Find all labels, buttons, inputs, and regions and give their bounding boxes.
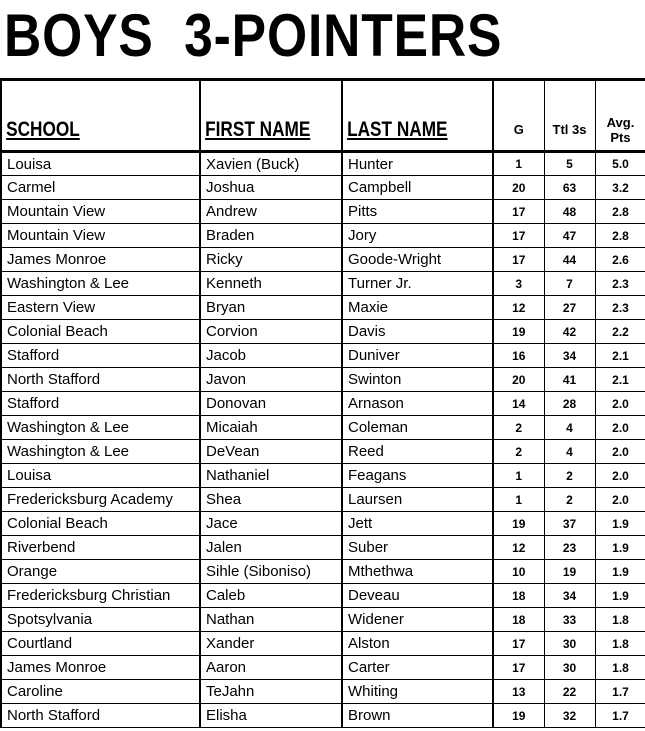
cell-last-name: Duniver	[342, 344, 493, 368]
cell-last-name: Pitts	[342, 200, 493, 224]
table-row	[1, 584, 645, 608]
col-header-avg-pts: Avg. Pts	[595, 110, 645, 152]
cell-first-name: Micaiah	[200, 416, 342, 440]
table-row	[1, 488, 645, 512]
cell-avg-pts: 2.1	[595, 368, 645, 392]
cell-last-name: Widener	[342, 608, 493, 632]
cell-school: Eastern View	[1, 296, 200, 320]
cell-games: 20	[493, 176, 544, 200]
cell-first-name: Jace	[200, 512, 342, 536]
cell-school: Washington & Lee	[1, 440, 200, 464]
cell-games: 2	[493, 440, 544, 464]
cell-games: 3	[493, 272, 544, 296]
table-body	[1, 152, 645, 728]
cell-total-3s: 32	[544, 704, 595, 728]
table-row	[1, 320, 645, 344]
cell-total-3s: 27	[544, 296, 595, 320]
cell-games: 13	[493, 680, 544, 704]
cell-first-name: Nathan	[200, 608, 342, 632]
cell-first-name: Braden	[200, 224, 342, 248]
cell-last-name: Arnason	[342, 392, 493, 416]
cell-avg-pts: 2.3	[595, 272, 645, 296]
col-header-total-3s: Ttl 3s	[544, 110, 595, 152]
cell-total-3s: 30	[544, 656, 595, 680]
cell-games: 14	[493, 392, 544, 416]
table-row	[1, 272, 645, 296]
cell-avg-pts: 2.8	[595, 200, 645, 224]
cell-last-name: Deveau	[342, 584, 493, 608]
col-header-first-name: FIRST NAME	[200, 110, 342, 152]
cell-school: North Stafford	[1, 704, 200, 728]
col-header-games: G	[493, 110, 544, 152]
cell-first-name: Jacob	[200, 344, 342, 368]
cell-total-3s: 41	[544, 368, 595, 392]
cell-school: Colonial Beach	[1, 512, 200, 536]
cell-games: 12	[493, 536, 544, 560]
cell-total-3s: 30	[544, 632, 595, 656]
cell-total-3s: 44	[544, 248, 595, 272]
table-row	[1, 680, 645, 704]
cell-last-name: Reed	[342, 440, 493, 464]
table-row	[1, 296, 645, 320]
table-row	[1, 512, 645, 536]
cell-total-3s: 33	[544, 608, 595, 632]
cell-games: 10	[493, 560, 544, 584]
cell-total-3s: 48	[544, 200, 595, 224]
col-header-school: SCHOOL	[1, 110, 200, 152]
cell-first-name: Joshua	[200, 176, 342, 200]
cell-total-3s: 4	[544, 416, 595, 440]
cell-avg-pts: 2.6	[595, 248, 645, 272]
cell-total-3s: 19	[544, 560, 595, 584]
cell-avg-pts: 5.0	[595, 152, 645, 176]
table-row	[1, 248, 645, 272]
cell-games: 1	[493, 152, 544, 176]
cell-school: Orange	[1, 560, 200, 584]
cell-first-name: Xander	[200, 632, 342, 656]
cell-total-3s: 2	[544, 488, 595, 512]
cell-last-name: Jory	[342, 224, 493, 248]
cell-total-3s: 34	[544, 344, 595, 368]
cell-total-3s: 37	[544, 512, 595, 536]
cell-last-name: Feagans	[342, 464, 493, 488]
cell-last-name: Turner Jr.	[342, 272, 493, 296]
cell-avg-pts: 1.8	[595, 632, 645, 656]
cell-avg-pts: 2.0	[595, 464, 645, 488]
cell-last-name: Whiting	[342, 680, 493, 704]
cell-avg-pts: 2.0	[595, 488, 645, 512]
cell-avg-pts: 1.8	[595, 656, 645, 680]
cell-avg-pts: 2.0	[595, 416, 645, 440]
cell-games: 19	[493, 704, 544, 728]
cell-first-name: Sihle (Siboniso)	[200, 560, 342, 584]
cell-school: Mountain View	[1, 200, 200, 224]
cell-first-name: Xavien (Buck)	[200, 152, 342, 176]
table-row	[1, 608, 645, 632]
cell-avg-pts: 3.2	[595, 176, 645, 200]
cell-total-3s: 47	[544, 224, 595, 248]
cell-avg-pts: 1.8	[595, 608, 645, 632]
cell-games: 18	[493, 584, 544, 608]
cell-last-name: Suber	[342, 536, 493, 560]
cell-total-3s: 63	[544, 176, 595, 200]
cell-school: Louisa	[1, 152, 200, 176]
cell-games: 12	[493, 296, 544, 320]
cell-first-name: Andrew	[200, 200, 342, 224]
cell-avg-pts: 2.8	[595, 224, 645, 248]
cell-games: 2	[493, 416, 544, 440]
cell-avg-pts: 1.9	[595, 536, 645, 560]
cell-school: Stafford	[1, 344, 200, 368]
cell-avg-pts: 2.2	[595, 320, 645, 344]
cell-games: 20	[493, 368, 544, 392]
cell-last-name: Goode-Wright	[342, 248, 493, 272]
cell-last-name: Maxie	[342, 296, 493, 320]
cell-total-3s: 42	[544, 320, 595, 344]
cell-games: 17	[493, 224, 544, 248]
table-row	[1, 440, 645, 464]
cell-school: Fredericksburg Christian	[1, 584, 200, 608]
cell-games: 1	[493, 464, 544, 488]
header-row	[1, 110, 645, 152]
cell-school: Mountain View	[1, 224, 200, 248]
table-row	[1, 224, 645, 248]
cell-school: Louisa	[1, 464, 200, 488]
cell-games: 19	[493, 320, 544, 344]
cell-school: Stafford	[1, 392, 200, 416]
cell-avg-pts: 1.9	[595, 584, 645, 608]
cell-first-name: Jalen	[200, 536, 342, 560]
cell-last-name: Davis	[342, 320, 493, 344]
cell-last-name: Coleman	[342, 416, 493, 440]
cell-school: James Monroe	[1, 248, 200, 272]
cell-last-name: Alston	[342, 632, 493, 656]
cell-first-name: Elisha	[200, 704, 342, 728]
cell-first-name: Kenneth	[200, 272, 342, 296]
cell-first-name: Shea	[200, 488, 342, 512]
table-row	[1, 152, 645, 176]
table-row	[1, 464, 645, 488]
table-row	[1, 368, 645, 392]
cell-avg-pts: 2.0	[595, 392, 645, 416]
page-title: BOYS 3-POINTERS	[4, 2, 503, 69]
header-spacer-row	[1, 80, 645, 110]
table-row	[1, 344, 645, 368]
cell-total-3s: 28	[544, 392, 595, 416]
cell-school: James Monroe	[1, 656, 200, 680]
cell-games: 17	[493, 656, 544, 680]
cell-school: Caroline	[1, 680, 200, 704]
cell-total-3s: 23	[544, 536, 595, 560]
cell-school: Riverbend	[1, 536, 200, 560]
cell-first-name: Javon	[200, 368, 342, 392]
cell-first-name: Corvion	[200, 320, 342, 344]
cell-games: 16	[493, 344, 544, 368]
cell-total-3s: 22	[544, 680, 595, 704]
table-row	[1, 704, 645, 728]
cell-last-name: Brown	[342, 704, 493, 728]
cell-avg-pts: 1.9	[595, 512, 645, 536]
cell-school: Washington & Lee	[1, 416, 200, 440]
cell-total-3s: 7	[544, 272, 595, 296]
cell-avg-pts: 1.7	[595, 680, 645, 704]
cell-first-name: Donovan	[200, 392, 342, 416]
cell-last-name: Jett	[342, 512, 493, 536]
table-row	[1, 176, 645, 200]
cell-avg-pts: 1.7	[595, 704, 645, 728]
table-row	[1, 656, 645, 680]
cell-first-name: Aaron	[200, 656, 342, 680]
cell-games: 19	[493, 512, 544, 536]
cell-first-name: Nathaniel	[200, 464, 342, 488]
cell-school: Courtland	[1, 632, 200, 656]
cell-school: Carmel	[1, 176, 200, 200]
cell-last-name: Hunter	[342, 152, 493, 176]
table-row	[1, 632, 645, 656]
cell-first-name: TeJahn	[200, 680, 342, 704]
cell-games: 18	[493, 608, 544, 632]
col-header-last-name: LAST NAME	[342, 110, 493, 152]
table-row	[1, 560, 645, 584]
cell-school: North Stafford	[1, 368, 200, 392]
cell-school: Spotsylvania	[1, 608, 200, 632]
cell-avg-pts: 2.1	[595, 344, 645, 368]
cell-first-name: DeVean	[200, 440, 342, 464]
cell-total-3s: 2	[544, 464, 595, 488]
cell-last-name: Campbell	[342, 176, 493, 200]
cell-avg-pts: 1.9	[595, 560, 645, 584]
table-row	[1, 536, 645, 560]
cell-last-name: Swinton	[342, 368, 493, 392]
cell-avg-pts: 2.3	[595, 296, 645, 320]
cell-first-name: Ricky	[200, 248, 342, 272]
table-row	[1, 416, 645, 440]
cell-first-name: Bryan	[200, 296, 342, 320]
cell-games: 17	[493, 632, 544, 656]
cell-total-3s: 34	[544, 584, 595, 608]
three-pointers-table	[0, 78, 645, 728]
cell-last-name: Carter	[342, 656, 493, 680]
cell-total-3s: 4	[544, 440, 595, 464]
cell-games: 17	[493, 200, 544, 224]
cell-games: 17	[493, 248, 544, 272]
cell-school: Washington & Lee	[1, 272, 200, 296]
cell-first-name: Caleb	[200, 584, 342, 608]
cell-avg-pts: 2.0	[595, 440, 645, 464]
cell-games: 1	[493, 488, 544, 512]
cell-school: Fredericksburg Academy	[1, 488, 200, 512]
cell-school: Colonial Beach	[1, 320, 200, 344]
table-row	[1, 200, 645, 224]
cell-last-name: Laursen	[342, 488, 493, 512]
cell-total-3s: 5	[544, 152, 595, 176]
cell-last-name: Mthethwa	[342, 560, 493, 584]
table-row	[1, 392, 645, 416]
